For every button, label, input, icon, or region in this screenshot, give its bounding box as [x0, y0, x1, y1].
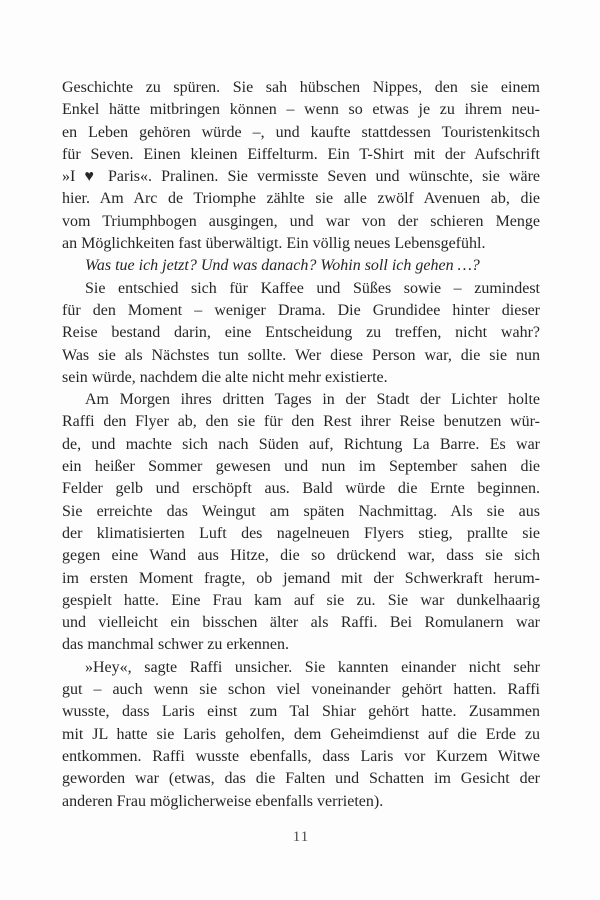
text-line: Am Morgen ihres dritten Tages in der Stadt der Lichter holte — [85, 391, 540, 409]
text-line: Enkel hätte mitbringen können – wenn so etwas je zu ihrem neu- — [62, 101, 540, 119]
text-line: Raffi den Flyer ab, den sie für den Rest ihrer Reise benutzen wür- — [62, 413, 540, 431]
paragraph — [62, 657, 540, 813]
text-line: der klimatisierten Luft des nagelneuen Flyers stieg, prallte sie — [62, 524, 540, 542]
text-line: entkommen. Raffi wusste ebenfalls, dass Laris vor Kurzem Witwe — [62, 747, 540, 765]
text-line: wusste, dass Laris einst zum Tal Shiar gehört hatte. Zusammen — [62, 703, 540, 721]
text-line: mit JL hatte sie Laris geholfen, dem Geheimdienst auf die Erde zu — [62, 725, 540, 743]
text-line: vom Triumphbogen ausgingen, und war von der schieren Menge — [62, 212, 540, 230]
text-line: und vielleicht ein bisschen älter als Raffi. Bei Romulanern war — [62, 614, 540, 632]
text-line: geworden war (etwas, das die Falten und Schatten im Gesicht der — [62, 770, 540, 788]
text-line: »Hey«, sagte Raffi unsicher. Sie kannten einander nicht sehr — [85, 658, 540, 676]
paragraph — [62, 278, 540, 389]
text-line: sein würde, nachdem die alte nicht mehr existierte. — [62, 368, 388, 386]
text-line: Was tue ich jetzt? Und was danach? Wohin soll ich gehen …? — [85, 257, 480, 275]
text-line: das manchmal schwer zu erkennen. — [62, 636, 290, 654]
text-line: »I ♥ Paris«. Pralinen. Sie vermisste Seven und wünschte, sie wäre — [62, 168, 540, 186]
text-line: Geschichte zu spüren. Sie sah hübschen Nippes, den sie einem — [62, 79, 540, 96]
paragraph — [62, 255, 540, 277]
page-number: 11 — [292, 829, 310, 845]
text-line: Felder gelb und erschöpft aus. Bald würde die Ernte beginnen. — [62, 480, 540, 498]
text-line: an Möglichkeiten fast überwältigt. Ein völlig neues Lebensgefühl. — [62, 235, 486, 253]
text-line: hier. Am Arc de Triomphe zählte sie alle zwölf Avenuen ab, die — [62, 190, 540, 208]
body-text — [62, 77, 540, 813]
text-line: für den Moment – weniger Drama. Die Grundidee hinter dieser — [62, 301, 540, 319]
text-line: gegen eine Wand aus Hitze, die so drückend war, dass sie sich — [62, 547, 540, 565]
text-line: Sie entschied sich für Kaffee und Süßes sowie – zumindest — [85, 279, 540, 297]
text-line: gut – auch wenn sie schon viel voneinander gehört hatten. Raffi — [62, 681, 540, 699]
text-line: für Seven. Einen kleinen Eiffelturm. Ein T-Shirt mit der Aufschrift — [62, 145, 540, 163]
text-line: im ersten Moment fragte, ob jemand mit der Schwerkraft herum- — [62, 569, 540, 587]
text-line: de, und machte sich nach Süden auf, Richtung La Barre. Es war — [62, 435, 540, 453]
paragraph — [62, 77, 540, 255]
text-line: Sie erreichte das Weingut am späten Nachmittag. Als sie aus — [62, 502, 540, 520]
paragraph — [62, 389, 540, 657]
text-line: anderen Frau möglicherweise ebenfalls verrieten). — [62, 792, 384, 810]
text-line: en Leben gehören würde –, und kaufte stattdessen Touristenkitsch — [62, 123, 540, 141]
text-line: gespielt hatte. Eine Frau kam auf sie zu. Sie war dunkelhaarig — [62, 591, 540, 609]
text-line: Was sie als Nächstes tun sollte. Wer diese Person war, die sie nun — [62, 346, 540, 364]
text-line: Reise bestand darin, eine Entscheidung zu treffen, nicht wahr? — [62, 324, 540, 342]
text-line: ein heißer Sommer gewesen und nun im September sahen die — [62, 458, 540, 476]
